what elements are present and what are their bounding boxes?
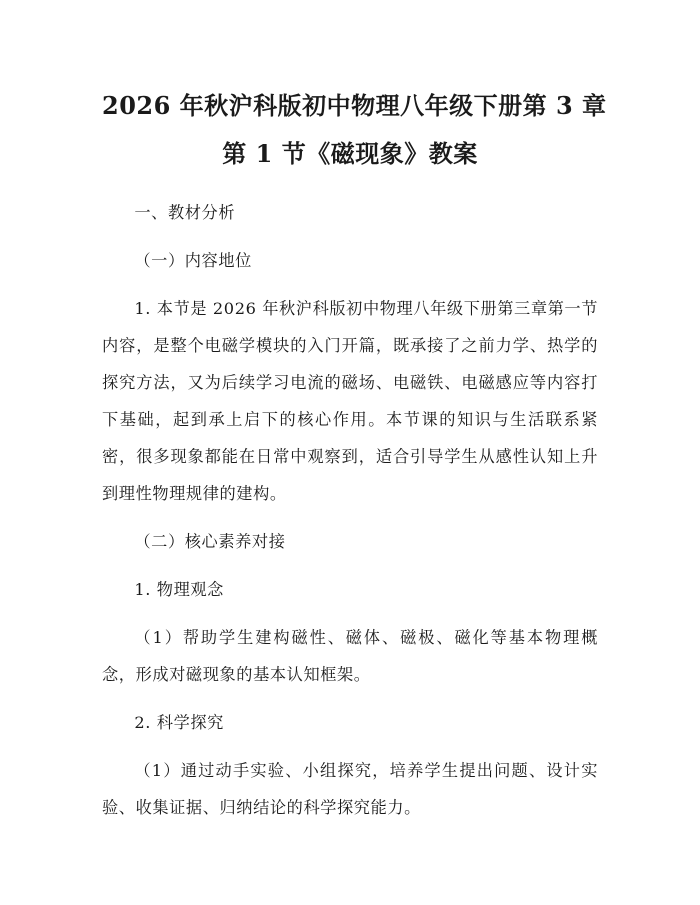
item-heading-physics-concept: 1. 物理观念: [134, 580, 224, 599]
paragraph-scientific-inquiry: （1）通过动手实验、小组探究，培养学生提出问题、设计实验、收集证据、归纳结论的科学探究能力。: [102, 761, 598, 817]
subsection-heading-core-literacy: （二）核心素养对接: [134, 532, 286, 551]
paragraph-content-position: 1. 本节是 2026 年秋沪科版初中物理八年级下册第三章第一节内容，是整个电磁学模块的入门开篇，既承接了之前力学、热学的探究方法，又为后续学习电流的磁场、电磁铁、电磁感应等内容打下基础，起到承上启下的核心作用。本节课的知识与生活联系紧密，很多现象都能在日常中观察到，适合引导学生从感性认知上升到理性物理规律的建构。: [102, 299, 598, 503]
title-line-2: 第 1 节《磁现象》教案: [222, 139, 478, 168]
section-heading-analysis: 一、教材分析: [134, 203, 236, 222]
item-heading-scientific-inquiry: 2. 科学探究: [134, 713, 224, 732]
title-spacer: [102, 178, 598, 194]
paragraph-physics-concept: （1）帮助学生建构磁性、磁体、磁极、磁化等基本物理概念，形成对磁现象的基本认知框架。: [102, 628, 598, 684]
document-title: [102, 0, 607, 178]
document-body: [102, 194, 598, 826]
subsection-heading-position: （一）内容地位: [134, 251, 252, 270]
title-line-1: 2026 年秋沪科版初中物理八年级下册第 3 章: [102, 91, 607, 120]
